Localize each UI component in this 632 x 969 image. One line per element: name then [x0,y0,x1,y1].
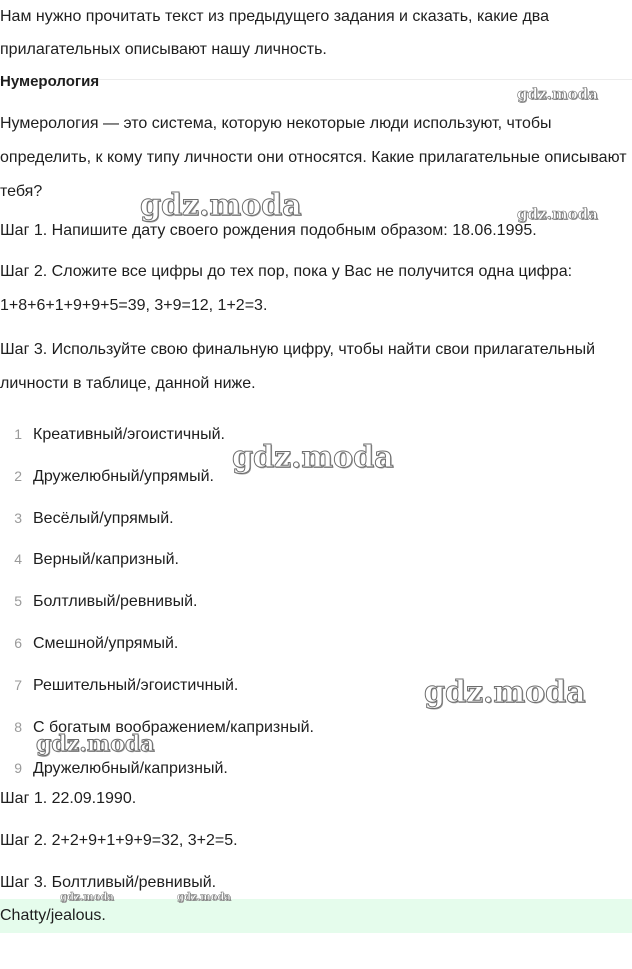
list-item [0,623,630,665]
list-number: 4 [14,551,22,568]
watermark: gdz.moda [517,205,598,223]
step-3: Шаг 3. Используйте свою финальную цифру, чтобы найти свои прилагательный личности в таблице, данной ниже. [0,341,596,392]
step-1: Шаг 1. Напишите дату своего рождения подобным образом: 18.06.1995. [0,222,537,239]
solution-step-2: Шаг 2. 2+2+9+1+9+9=32, 3+2=5. [0,832,238,849]
list-text: Болтливый/ревнивый. [33,593,198,611]
list-text: Креативный/эгоистичный. [33,426,225,443]
list-text: Дружелюбный/упрямый. [33,467,214,485]
list-number: 9 [14,760,22,777]
answer-text: Chatty/jealous. [0,907,106,924]
list-text: Решительный/эгоистичный. [33,676,239,694]
watermark: gdz.moda [60,892,114,903]
list-number: 6 [14,634,22,651]
list-item [0,498,630,540]
watermark: gdz.moda [140,188,302,223]
solution-step-3: Шаг 3. Болтливый/ревнивый. [0,874,217,891]
list-item [0,707,630,749]
watermark: gdz.moda [232,440,394,475]
answer-box [0,899,632,933]
list-number: 5 [14,593,22,610]
watermark: gdz.moda [177,892,231,903]
list-text: Дружелюбный/капризный. [33,760,228,778]
list-number: 3 [14,509,22,526]
list-item [0,581,630,623]
solution-step-1: Шаг 1. 22.09.1990. [0,790,137,807]
list-item [0,665,630,707]
intro-text: Нам нужно прочитать текст из предыдущего задания и сказать, какие два прилагательных описывают нашу личность. [0,8,550,58]
watermark: gdz.moda [36,731,155,757]
list-item [0,456,630,498]
list-text: Весёлый/упрямый. [33,509,174,527]
list-text: Смешной/упрямый. [33,634,179,652]
watermark: gdz.moda [517,85,598,103]
numerology-paragraph: Нумерология — это система, которую некоторые люди используют, чтобы определить, к кому типу личности они относятся. Какие прилагательные описывают тебя? [0,115,627,200]
section-title: Нумерология [0,73,100,90]
watermark: gdz.moda [424,675,586,710]
list-text: С богатым воображением/капризный. [33,718,314,736]
list-number: 7 [14,676,22,693]
list-number: 8 [14,718,22,735]
list-number: 2 [14,467,22,484]
list-number: 1 [14,426,22,442]
step-2: Шаг 2. Сложите все цифры до тех пор, пока у Вас не получится одна цифра: 1+8+6+1+9+9+5=39, 3+9=12, 1+2=3. [0,263,573,314]
list-text: Верный/капризный. [33,551,179,569]
list-item [0,539,630,581]
adjective-list [0,414,630,790]
list-item [0,414,630,456]
